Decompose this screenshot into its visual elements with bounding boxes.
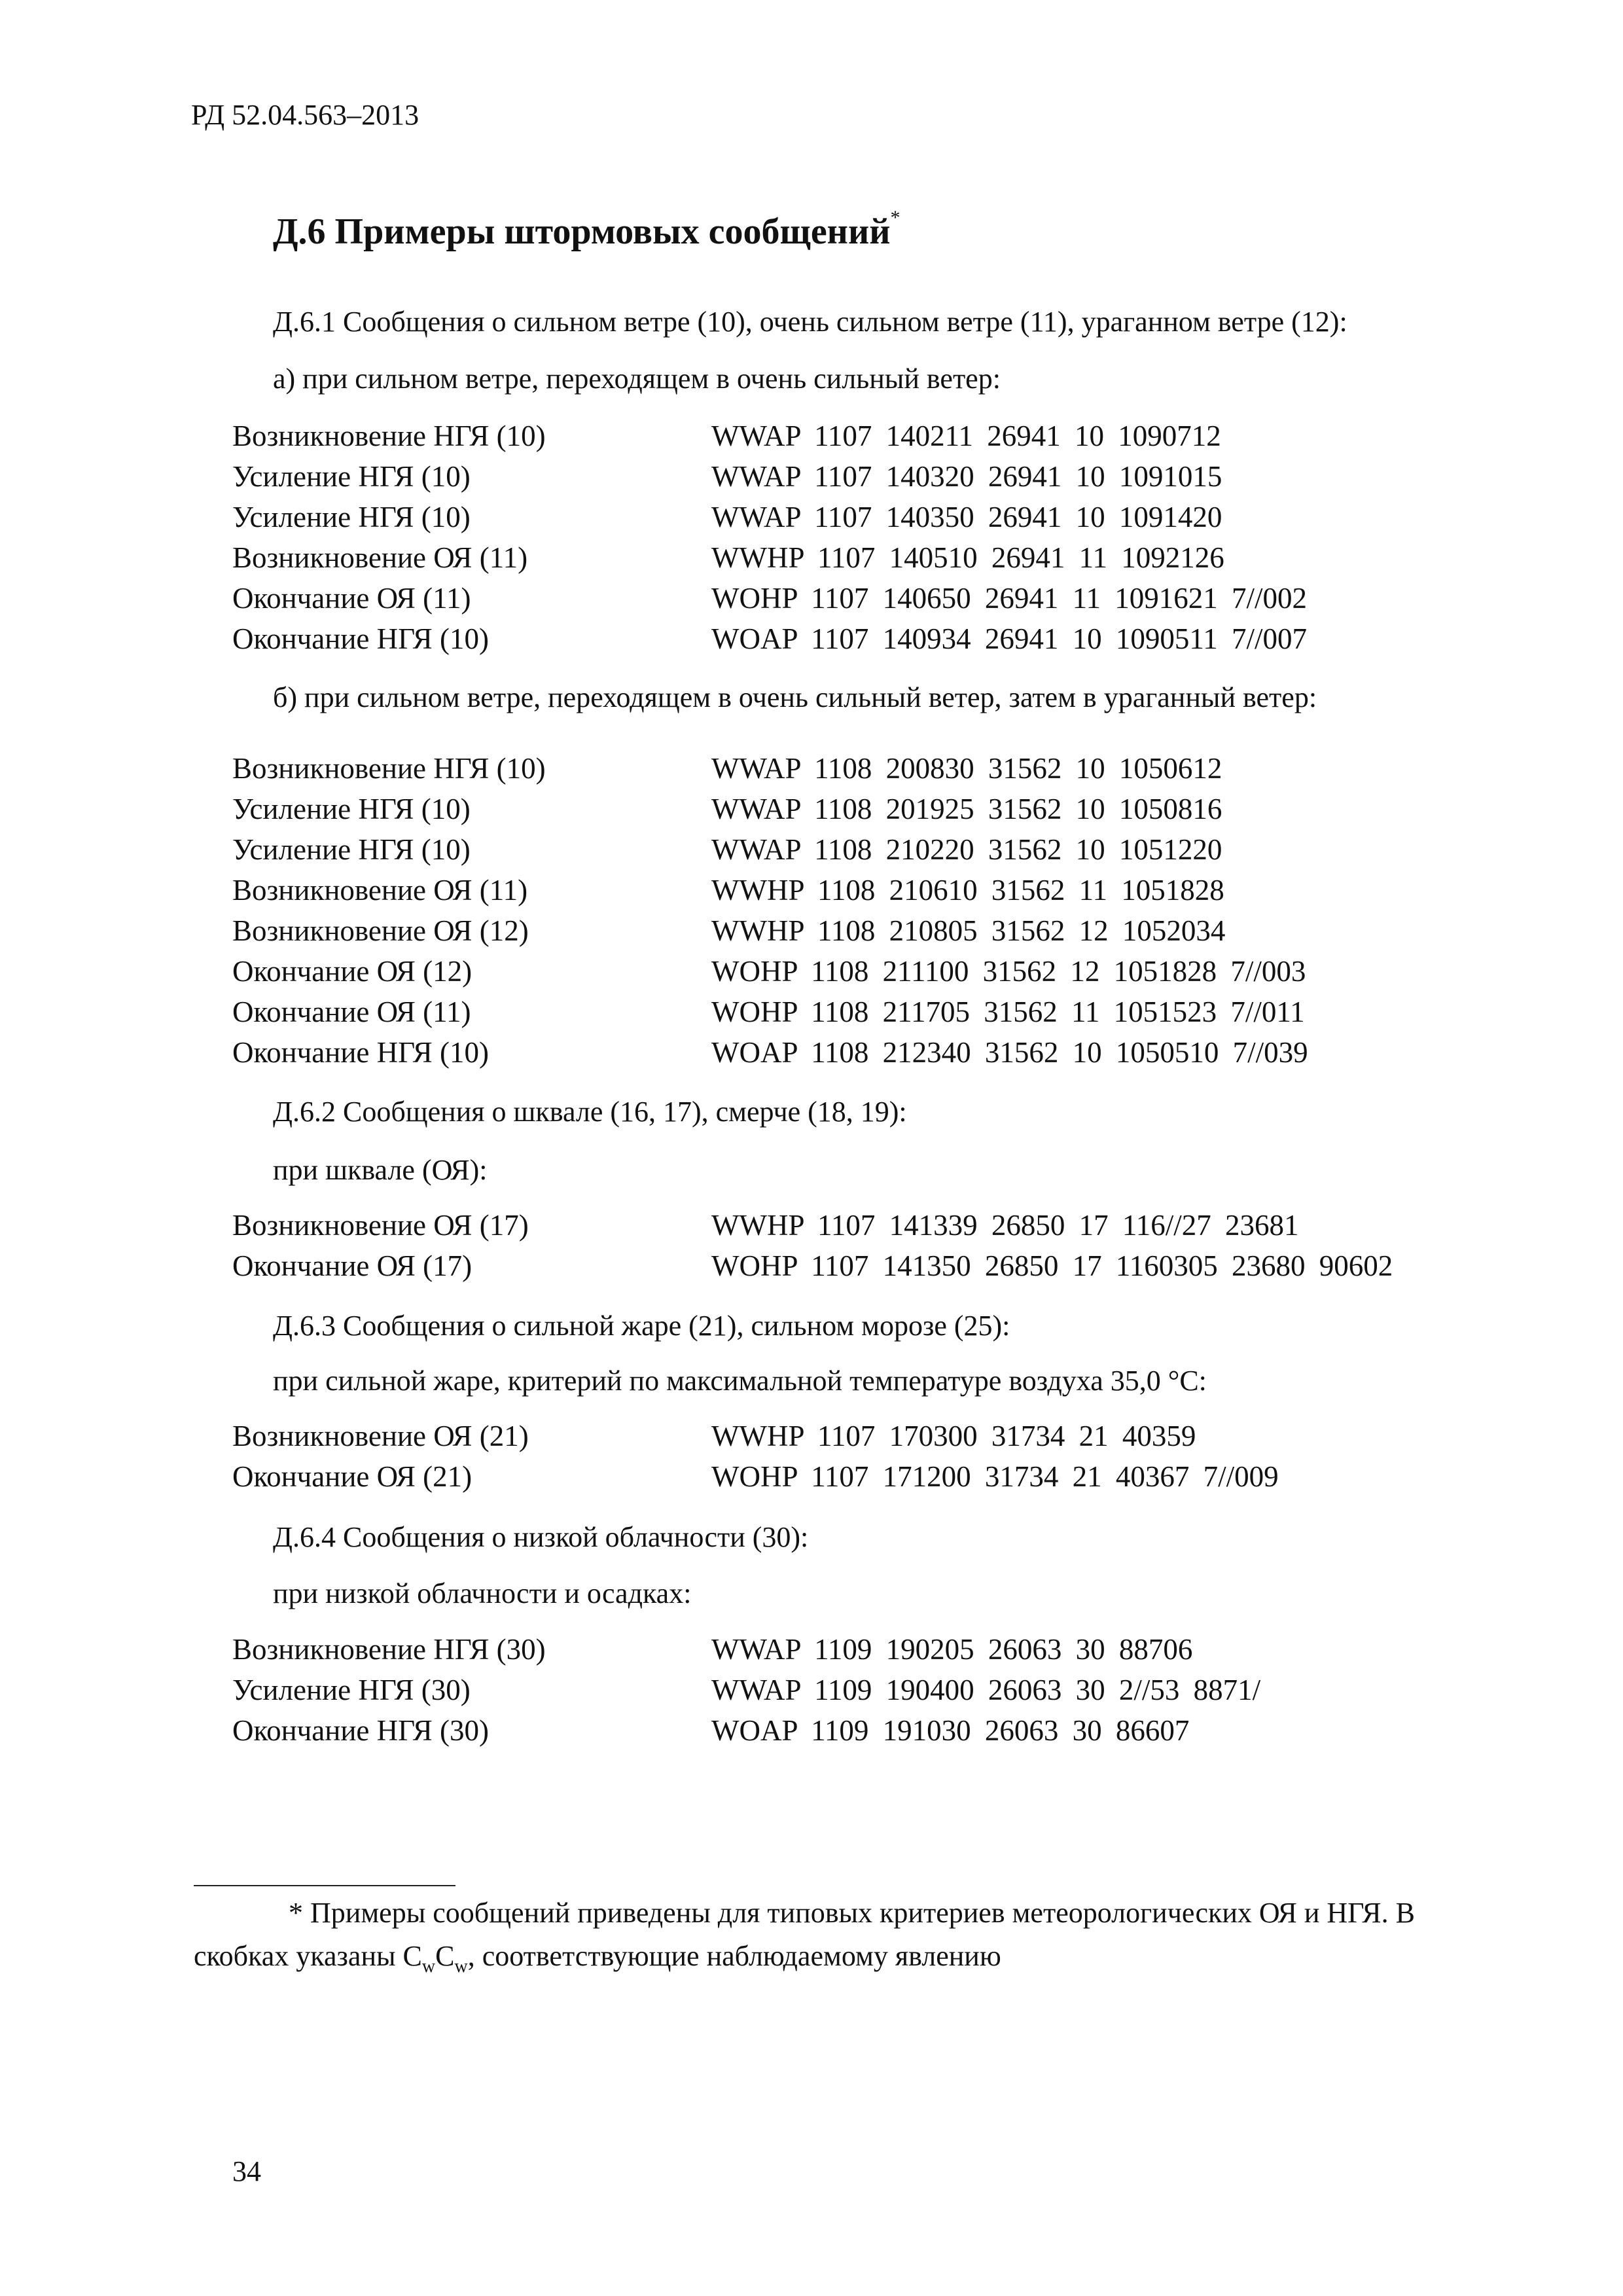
phenomenon-label: Окончание НГЯ (10) bbox=[232, 1036, 490, 1069]
phenomenon-label: Окончание ОЯ (17) bbox=[232, 1249, 473, 1282]
subsection-heading-d64: Д.6.4 Сообщения о низкой облачности (30): bbox=[273, 1521, 809, 1553]
subsection-heading-d62: Д.6.2 Сообщения о шквале (16, 17), смерче (18, 19): bbox=[273, 1096, 907, 1128]
phenomenon-label: Возникновение НГЯ (10) bbox=[232, 752, 546, 785]
phenomenon-label: Окончание НГЯ (10) bbox=[232, 622, 490, 655]
footnote-text-mid: C bbox=[435, 1940, 455, 1972]
footnote-text-2: , соответствующие наблюдаемому явлению bbox=[467, 1940, 1001, 1972]
case-b-intro: б) при сильном ветре, переходящем в очень сильный ветер, затем в ураганный ветер: bbox=[273, 681, 1317, 713]
message-code: WWAP 1107 140211 26941 10 1090712 bbox=[711, 420, 1221, 452]
message-code: WOHP 1107 171200 31734 21 40367 7//009 bbox=[711, 1460, 1279, 1493]
phenomenon-label: Усиление НГЯ (10) bbox=[232, 793, 471, 825]
phenomenon-label: Возникновение ОЯ (11) bbox=[232, 874, 528, 906]
footnote-sub-1: w bbox=[421, 1956, 436, 1977]
phenomenon-label: Окончание НГЯ (30) bbox=[232, 1714, 490, 1747]
subsection-heading-d63: Д.6.3 Сообщения о сильной жаре (21), сильном морозе (25): bbox=[273, 1310, 1010, 1342]
page-number: 34 bbox=[232, 2155, 261, 2187]
phenomenon-label: Окончание ОЯ (11) bbox=[232, 996, 471, 1028]
message-code: WOHP 1108 211705 31562 11 1051523 7//011 bbox=[711, 996, 1305, 1028]
section-title-text: Д.6 Примеры штормовых сообщений bbox=[273, 211, 891, 252]
phenomenon-label: Возникновение НГЯ (10) bbox=[232, 420, 546, 452]
squall-intro: при шквале (ОЯ): bbox=[273, 1154, 488, 1186]
section-title bbox=[273, 207, 901, 253]
message-code: WOHP 1107 141350 26850 17 1160305 23680 90602 bbox=[711, 1249, 1393, 1282]
message-code: WWAP 1109 190205 26063 30 88706 bbox=[711, 1633, 1193, 1666]
message-code: WOHP 1107 140650 26941 11 1091621 7//002 bbox=[711, 582, 1307, 615]
phenomenon-label: Возникновение НГЯ (30) bbox=[232, 1633, 546, 1666]
footnote-mark: * bbox=[890, 207, 901, 228]
message-code: WOHP 1108 211100 31562 12 1051828 7//003 bbox=[711, 955, 1306, 988]
footnote-divider bbox=[194, 1885, 455, 1886]
footnote-text-1: * Примеры сообщений приведены для типовых критериев метеорологических ОЯ и НГЯ. В скобках указаны C bbox=[194, 1897, 1416, 1972]
page-header: РД 52.04.563–2013 bbox=[191, 99, 419, 131]
message-code: WWHP 1108 210610 31562 11 1051828 bbox=[711, 874, 1224, 906]
message-code: WWAP 1109 190400 26063 30 2//53 8871/ bbox=[711, 1674, 1261, 1706]
cloud-intro: при низкой облачности и осадках: bbox=[273, 1577, 692, 1609]
phenomenon-label: Окончание ОЯ (11) bbox=[232, 582, 471, 615]
case-a-intro: а) при сильном ветре, переходящем в очень сильный ветер: bbox=[273, 363, 1001, 395]
message-code: WWHP 1107 140510 26941 11 1092126 bbox=[711, 541, 1224, 574]
message-code: WWHP 1107 141339 26850 17 116//27 23681 bbox=[711, 1209, 1299, 1242]
phenomenon-label: Усиление НГЯ (10) bbox=[232, 833, 471, 866]
phenomenon-label: Усиление НГЯ (10) bbox=[232, 501, 471, 533]
message-code: WWAP 1107 140350 26941 10 1091420 bbox=[711, 501, 1222, 533]
phenomenon-label: Окончание ОЯ (12) bbox=[232, 955, 473, 988]
message-code: WWAP 1108 210220 31562 10 1051220 bbox=[711, 833, 1222, 866]
phenomenon-label: Возникновение ОЯ (21) bbox=[232, 1420, 529, 1452]
phenomenon-label: Возникновение ОЯ (17) bbox=[232, 1209, 529, 1242]
heat-intro: при сильной жаре, критерий по максимальной температуре воздуха 35,0 °С: bbox=[273, 1365, 1207, 1397]
phenomenon-label: Возникновение ОЯ (12) bbox=[232, 914, 529, 947]
message-code: WOAP 1108 212340 31562 10 1050510 7//039 bbox=[711, 1036, 1308, 1069]
phenomenon-label: Окончание ОЯ (21) bbox=[232, 1460, 473, 1493]
footnote-sub-2: w bbox=[454, 1956, 468, 1977]
phenomenon-label: Возникновение ОЯ (11) bbox=[232, 541, 528, 574]
message-code: WWHP 1108 210805 31562 12 1052034 bbox=[711, 914, 1226, 947]
message-code: WWAP 1108 200830 31562 10 1050612 bbox=[711, 752, 1222, 785]
message-code: WOAP 1107 140934 26941 10 1090511 7//007 bbox=[711, 622, 1307, 655]
message-code: WWAP 1107 140320 26941 10 1091015 bbox=[711, 460, 1222, 493]
message-code: WWHP 1107 170300 31734 21 40359 bbox=[711, 1420, 1196, 1452]
message-code: WOAP 1109 191030 26063 30 86607 bbox=[711, 1714, 1190, 1747]
subsection-heading-d61: Д.6.1 Сообщения о сильном ветре (10), очень сильном ветре (11), ураганном ветре (12): bbox=[273, 306, 1347, 338]
phenomenon-label: Усиление НГЯ (10) bbox=[232, 460, 471, 493]
message-code: WWAP 1108 201925 31562 10 1050816 bbox=[711, 793, 1222, 825]
phenomenon-label: Усиление НГЯ (30) bbox=[232, 1674, 471, 1706]
footnote bbox=[194, 1892, 1457, 1988]
